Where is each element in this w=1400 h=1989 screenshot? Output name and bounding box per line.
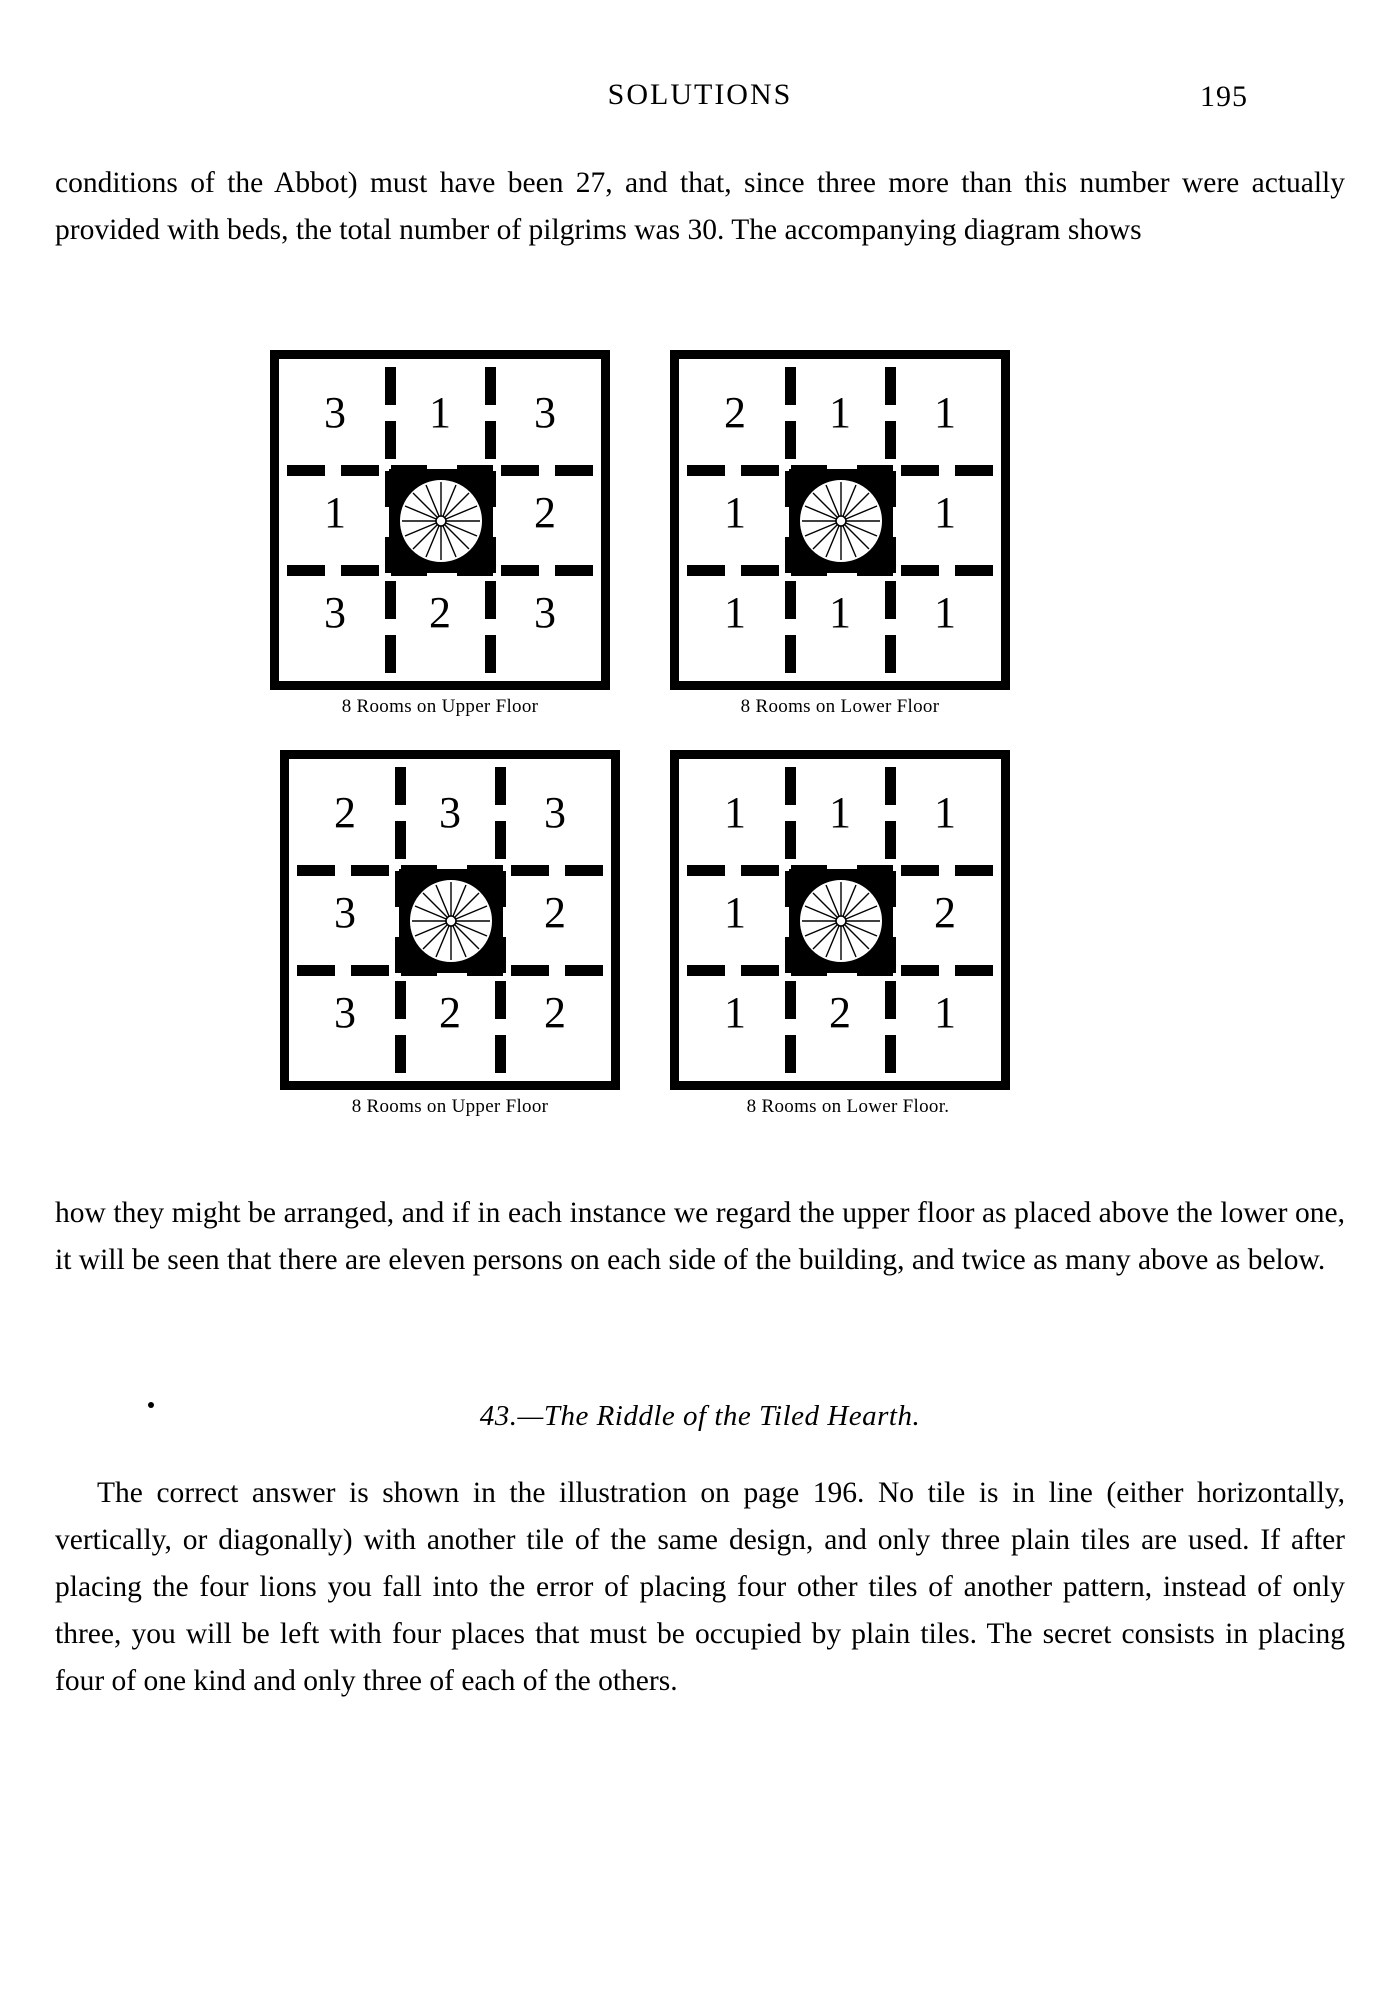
room-count: 3 <box>334 888 356 937</box>
wall-segment <box>785 1035 796 1073</box>
wall-segment <box>901 965 939 976</box>
room-count: 1 <box>724 588 746 637</box>
courtyard <box>399 869 503 973</box>
wall-segment <box>955 865 993 876</box>
rosette-svg <box>410 880 492 962</box>
room-count: 1 <box>934 388 956 437</box>
room-count: 2 <box>334 788 356 837</box>
room-count: 2 <box>429 588 451 637</box>
room-count: 3 <box>544 788 566 837</box>
courtyard <box>789 869 893 973</box>
room-grid <box>670 350 1010 690</box>
room-count: 2 <box>439 988 461 1037</box>
wall-segment <box>901 465 939 476</box>
paragraph-after-figure <box>55 1190 1345 1284</box>
room-count: 1 <box>724 488 746 537</box>
wall-segment <box>885 1035 896 1073</box>
room-count: 2 <box>534 488 556 537</box>
wall-segment <box>555 465 593 476</box>
room-count: 2 <box>724 388 746 437</box>
room-count: 1 <box>324 488 346 537</box>
rosette-svg <box>800 880 882 962</box>
courtyard <box>789 469 893 573</box>
wall-segment <box>741 965 779 976</box>
wall-segment <box>687 465 725 476</box>
room-count: 2 <box>829 988 851 1037</box>
wall-segment <box>901 865 939 876</box>
wall-segment <box>495 1035 506 1073</box>
wall-segment <box>955 465 993 476</box>
room-count: 2 <box>544 888 566 937</box>
paragraph-text: The correct answer is shown in the illustration on page 196. No tile is in line (either horizontally, vertically, or diagonally) with another tile of the same design, and only three plain tiles are used. If after placing the four lions you fall into the error of placing four other tiles of another pattern, instead of only three, you will be left with four places that must be occupied by plain tiles. The secret consists in placing four of one kind and only three of each of the others. <box>55 1477 1345 1697</box>
room-count: 1 <box>934 588 956 637</box>
room-count: 1 <box>934 988 956 1037</box>
wall-segment <box>287 465 325 476</box>
room-count: 2 <box>544 988 566 1037</box>
room-count: 1 <box>829 388 851 437</box>
page-number: 195 <box>1200 80 1248 113</box>
wall-segment <box>901 565 939 576</box>
wall-segment <box>287 565 325 576</box>
wall-segment <box>511 865 549 876</box>
room-grid <box>670 750 1010 1090</box>
wall-segment <box>351 865 389 876</box>
wall-segment <box>501 565 539 576</box>
wall-segment <box>741 865 779 876</box>
wall-segment <box>297 965 335 976</box>
room-count: 3 <box>324 388 346 437</box>
fan-rosette-icon <box>398 478 484 564</box>
room-count: 2 <box>934 888 956 937</box>
figure-panel <box>270 350 620 717</box>
room-grid <box>270 350 610 690</box>
wall-segment <box>955 565 993 576</box>
room-count: 3 <box>534 588 556 637</box>
wall-segment <box>501 465 539 476</box>
figure-panel <box>280 750 630 1117</box>
room-count: 1 <box>724 788 746 837</box>
room-count: 1 <box>934 788 956 837</box>
rosette-svg <box>800 480 882 562</box>
room-count: 1 <box>724 888 746 937</box>
wall-segment <box>741 565 779 576</box>
paragraph-continuation <box>55 160 1345 254</box>
page-title: SOLUTIONS <box>607 78 793 111</box>
figure-caption: 8 Rooms on Lower Floor <box>740 696 940 717</box>
room-count: 3 <box>534 388 556 437</box>
figure-caption: 8 Rooms on Upper Floor <box>341 696 539 717</box>
room-grid <box>280 750 620 1090</box>
wall-segment <box>351 965 389 976</box>
wall-segment <box>687 865 725 876</box>
figure-monastery-plans <box>270 350 1100 1140</box>
paragraph-solution-43 <box>55 1470 1345 1705</box>
wall-segment <box>511 965 549 976</box>
paragraph-text: conditions of the Abbot) must have been 27, and that, since three more than this number were actually provided with beds, the total number of pilgrims was 30. The accompanying diagram shows <box>55 167 1345 246</box>
courtyard <box>389 469 493 573</box>
wall-segment <box>395 1035 406 1073</box>
room-count: 3 <box>324 588 346 637</box>
room-count: 1 <box>829 588 851 637</box>
fan-rosette-icon <box>408 878 494 964</box>
room-count: 1 <box>934 488 956 537</box>
wall-segment <box>555 565 593 576</box>
wall-segment <box>785 635 796 673</box>
room-count: 1 <box>829 788 851 837</box>
figure-caption: 8 Rooms on Lower Floor. <box>746 1096 950 1117</box>
wall-segment <box>687 965 725 976</box>
figure-panel <box>670 350 1020 717</box>
figure-caption: 8 Rooms on Upper Floor <box>351 1096 549 1117</box>
paragraph-text: how they might be arranged, and if in each instance we regard the upper floor as placed above the lower one, it will be seen that there are eleven persons on each side of the building, and twice as many above as below. <box>55 1197 1345 1276</box>
wall-segment <box>485 635 496 673</box>
wall-segment <box>687 565 725 576</box>
room-count: 3 <box>334 988 356 1037</box>
wall-segment <box>297 865 335 876</box>
room-count: 1 <box>429 388 451 437</box>
wall-segment <box>385 635 396 673</box>
wall-segment <box>565 965 603 976</box>
figure-panel <box>670 750 1020 1117</box>
wall-segment <box>341 565 379 576</box>
room-count: 3 <box>439 788 461 837</box>
section-heading: 43.—The Riddle of the Tiled Hearth. <box>479 1400 921 1432</box>
wall-segment <box>565 865 603 876</box>
room-count: 1 <box>724 988 746 1037</box>
wall-segment <box>955 965 993 976</box>
fan-rosette-icon <box>798 478 884 564</box>
fan-rosette-icon <box>798 878 884 964</box>
wall-segment <box>341 465 379 476</box>
page-header <box>0 78 1400 118</box>
wall-segment <box>885 635 896 673</box>
stray-mark <box>148 1402 154 1408</box>
wall-segment <box>741 465 779 476</box>
rosette-svg <box>400 480 482 562</box>
